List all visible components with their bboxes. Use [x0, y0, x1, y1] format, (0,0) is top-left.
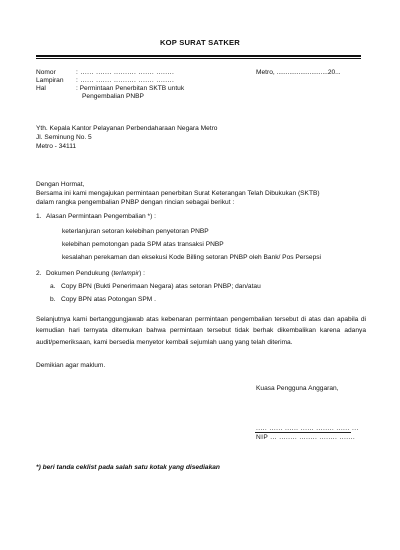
item2-text-b: ) : — [139, 270, 145, 277]
intro-line2: dalam rangka pengembalian PNBP dengan rincian sebagai berikut : — [36, 199, 235, 206]
doc-item — [50, 283, 261, 291]
greeting: Dengan Hormat, — [36, 181, 85, 188]
meta-nomor — [36, 69, 174, 77]
signature-name-line: ..... ...... ...... ...... ........ ...... ... — [256, 425, 359, 432]
reason-item: kesalahan perekaman dan eksekusi Kode Billing setoran PNBP oleh Bank/ Pos Persepsi — [62, 254, 322, 261]
nomor-label: Nomor — [36, 69, 56, 76]
meta-hal — [36, 85, 184, 93]
lampiran-label: Lampiran — [36, 77, 64, 84]
item2-number: 2. — [36, 270, 42, 277]
doc-text: Copy BPN (Bukti Penerimaan Negara) atas setoran PNBP; dan/atau — [61, 283, 261, 290]
footnote: *) beri tanda ceklist pada salah satu kotak yang disediakan — [36, 464, 220, 471]
item1 — [36, 213, 156, 221]
item1-text: Alasan Permintaan Pengembalian *) : — [46, 213, 156, 220]
item2 — [36, 270, 145, 278]
reason-item: keterlanjuran setoran kelebihan penyetoran PNBP — [62, 228, 209, 235]
letterhead-rule-thin — [36, 58, 361, 59]
hal-label: Hal — [36, 85, 46, 92]
recipient-line1: Yth. Kepala Kantor Pelayanan Perbendaharaan Negara Metro — [36, 125, 218, 132]
doc-letter: a. — [50, 283, 56, 290]
recipient-line3: Metro - 34111 — [36, 143, 77, 150]
doc-text: Copy BPN atas Potongan SPM . — [61, 296, 156, 303]
doc-item — [50, 296, 156, 304]
letterhead-rule-thick — [36, 55, 361, 57]
closing-line: Demikian agar maklum. — [36, 362, 106, 369]
item1-number: 1. — [36, 213, 42, 220]
hal-value-line1: : Permintaan Penerbitan SKTB untuk — [76, 85, 185, 92]
letterhead-title: KOP SURAT SATKER — [160, 38, 240, 47]
lampiran-value: : ...... ....... .......... ....... ........ — [76, 77, 175, 84]
closing-paragraph: Selanjutnya kami bertanggungjawab atas kebenaran permintaan pengembalian tersebut di atas dan apabila di kemudian hari ternyata ditemukan bahwa permintaan tersebut tidak berhak dikembalikan karena adanya audit/pemeriksaan, kami bersedia menyetor kembali sejumlah uang yang telah diterima. — [36, 316, 366, 346]
signature-role: Kuasa Pengguna Anggaran, — [256, 385, 339, 392]
signature-nip: NIP ... ........ ........ ........ ....... — [256, 434, 356, 441]
intro-line1: Bersama ini kami mengajukan permintaan penerbitan Surat Keterangan Telah Dibukukan (SKTB) — [36, 190, 320, 197]
hal-value-line2: Pengembalian PNBP — [82, 93, 144, 100]
reason-item: kelebihan pemotongan pada SPM atas transaksi PNBP — [62, 241, 224, 248]
item2-text-italic: terlampir — [113, 270, 140, 277]
letter-date: Metro, ............................20... — [256, 69, 341, 76]
recipient-line2: Jl. Seminung No. 5 — [36, 134, 92, 141]
doc-letter: b. — [50, 296, 56, 303]
signature-underline — [255, 432, 351, 433]
nomor-value: : ...... ....... .......... ....... ........ — [76, 69, 175, 76]
meta-lampiran — [36, 77, 174, 85]
item2-text-a: Dokumen Pendukung ( — [46, 270, 114, 277]
